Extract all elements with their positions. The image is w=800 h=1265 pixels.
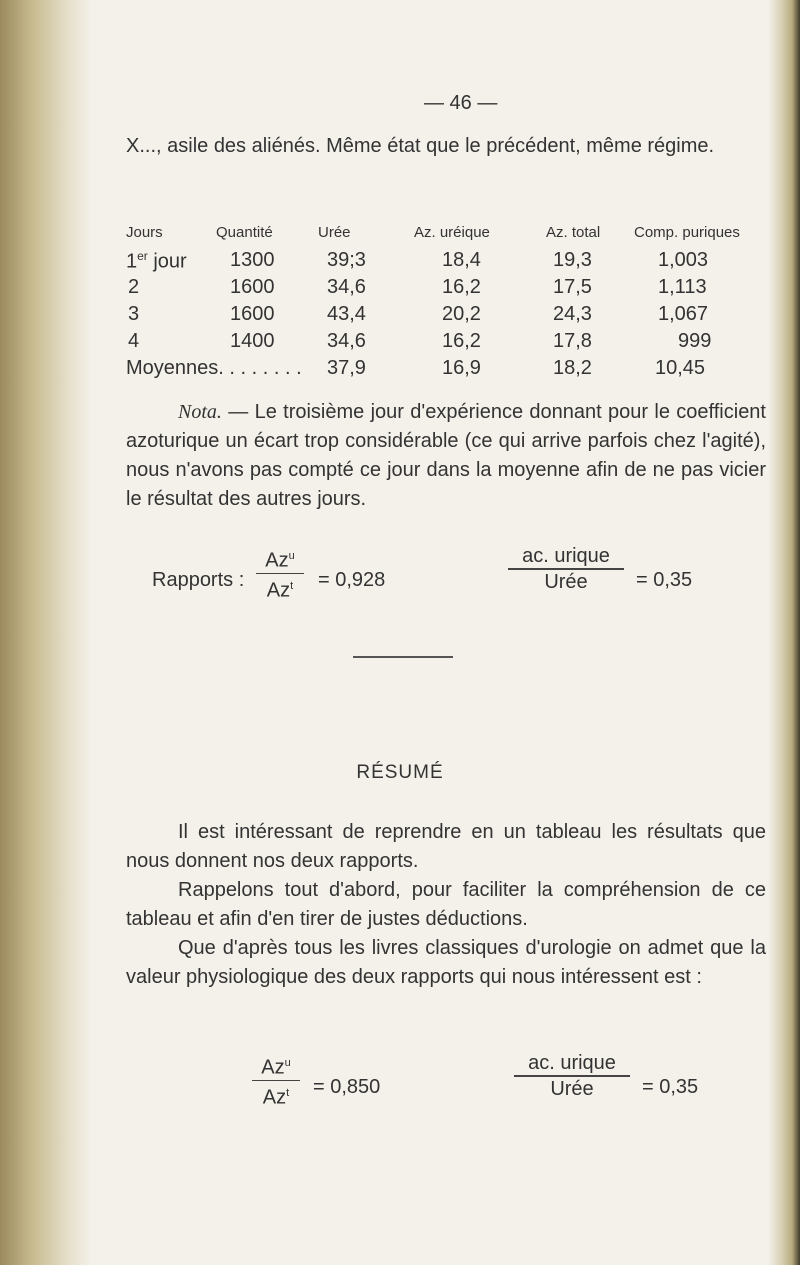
table-cell: 4	[128, 330, 140, 352]
table-cell: 18,4	[442, 249, 481, 271]
fraction-az	[252, 1052, 300, 1109]
fraction-numerator: Az$^u$	[261, 1056, 291, 1079]
page-edge-right	[768, 0, 800, 1265]
table-cell: 1300	[230, 249, 275, 271]
fraction-ac-urique	[514, 1052, 630, 1100]
table-cell: 1,113	[658, 276, 707, 298]
paragraph: Que d'après tous les livres classiques d'urologie on admet que la valeur physiologique des deux rapports qui nous intéressent est :	[126, 937, 766, 988]
table-cell: 16,2	[442, 330, 481, 352]
average-cell: 10,45	[655, 357, 706, 379]
header-quantite: Quantité	[216, 224, 273, 241]
page-edge-left	[0, 0, 92, 1265]
header-comp-puriques: Comp. puriques	[634, 224, 740, 241]
page-number: — 46 —	[424, 92, 498, 114]
fraction-bar	[256, 573, 304, 575]
table-cell: 19,3	[553, 249, 592, 271]
table-cell: 20,2	[442, 303, 481, 325]
average-cell: 16,9	[442, 357, 481, 379]
table-cell: 34,6	[327, 330, 366, 352]
nota-label: Nota.	[178, 401, 222, 423]
fraction-numerator: Az$^u$	[265, 549, 295, 572]
fraction-ac-urique	[508, 545, 624, 593]
paragraph: Il est intéressant de reprendre en un tableau les résultats que nous donnent nos deux rapports.	[126, 821, 766, 872]
resume-body	[126, 818, 766, 992]
table-cell: 1,003	[658, 249, 709, 271]
table-cell: 24,3	[553, 303, 592, 325]
table-cell: 3	[128, 303, 140, 325]
section-rule	[353, 656, 453, 658]
fraction-value: = 0,850	[313, 1076, 381, 1098]
average-cell: 18,2	[553, 357, 592, 379]
nota-text: — Le troisième jour d'expérience donnant pour le coefficient azoturique un écart trop considérable (ce qui arrive parfois chez l'agité), nous n'avons pas compté ce jour dans la moyenne afin de ne pas vicier le résultat des autres jours.	[126, 401, 766, 510]
fraction-denominator: Az$^t$	[266, 579, 294, 602]
header-az-total: Az. total	[546, 224, 601, 241]
table-cell: 17,8	[553, 330, 592, 352]
header-az-ureique: Az. uréique	[414, 224, 490, 241]
table-cell: 17,5	[553, 276, 592, 298]
fraction-denominator: Az$^t$	[262, 1086, 290, 1109]
fraction-denominator: Urée	[550, 1077, 594, 1100]
nota-paragraph	[126, 398, 766, 514]
table-cell: 43,4	[327, 303, 366, 325]
header-uree: Urée	[318, 224, 351, 241]
table-cell: 1600	[230, 303, 275, 325]
fraction-numerator: ac. urique	[522, 545, 610, 567]
fraction-bar	[252, 1080, 300, 1082]
table-cell: 1400	[230, 330, 275, 352]
table-cell: 34,6	[327, 276, 366, 298]
intro-paragraph: X..., asile des aliénés. Même état que le précédent, même régime.	[126, 135, 715, 157]
table-cell: 1,067	[658, 303, 709, 325]
fraction-az	[256, 545, 304, 602]
fraction-value: = 0,928	[318, 569, 386, 591]
fraction-bar	[514, 1075, 630, 1077]
header-jours: Jours	[126, 224, 163, 241]
rapports-label: Rapports :	[152, 569, 245, 591]
table-cell: 1er jour	[126, 249, 187, 273]
table-cell: 1600	[230, 276, 275, 298]
fraction-numerator: ac. urique	[528, 1052, 616, 1074]
table-cell: 39;3	[327, 249, 366, 271]
table-cell: 2	[128, 276, 140, 298]
fraction-value: = 0,35	[642, 1076, 699, 1098]
fraction-bar	[508, 568, 624, 570]
fraction-value: = 0,35	[636, 569, 693, 591]
paragraph: Rappelons tout d'abord, pour faciliter la compréhension de ce tableau et afin d'en tirer de justes déductions.	[126, 879, 766, 930]
fraction-denominator: Urée	[544, 570, 588, 593]
section-title: RÉSUMÉ	[356, 762, 444, 783]
averages-label: Moyennes. . . . . . . .	[126, 357, 302, 379]
table-cell: 16,2	[442, 276, 481, 298]
table-cell: 999	[678, 330, 712, 352]
average-cell: 37,9	[327, 357, 366, 379]
